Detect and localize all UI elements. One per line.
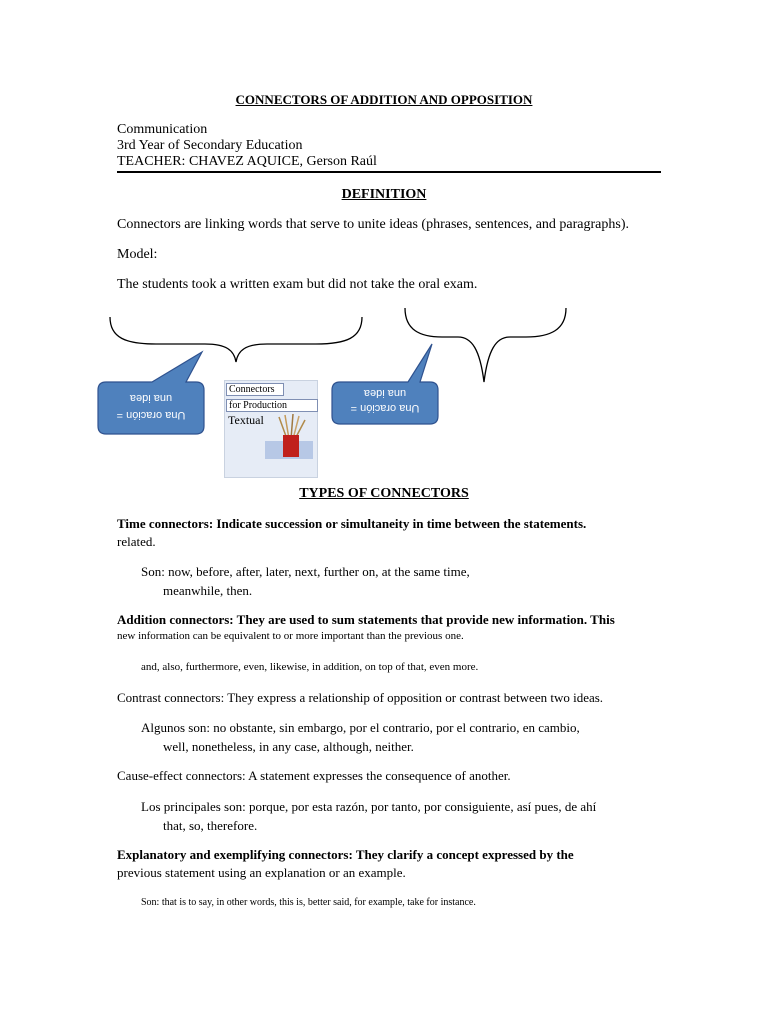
cause-connectors-bullet (141, 799, 596, 815)
time-connectors-title: Time connectors: Indicate succession or simultaneity in time between the statements. (117, 516, 587, 531)
right-callout-line1: Una oración = (350, 402, 420, 414)
addition-connectors-title-cont: new information can be equivalent to or more important than the previous one. (117, 630, 464, 642)
model-label: Model: (117, 247, 158, 262)
types-heading: TYPES OF CONNECTORS (299, 486, 469, 501)
definition-heading: DEFINITION (341, 187, 427, 202)
contrast-connectors-list-cont: well, nonetheless, in any case, although, neither. (163, 739, 414, 754)
right-callout-line2: una idea (363, 387, 407, 399)
contrast-connectors-bullet (141, 720, 580, 736)
right-brace (405, 308, 566, 382)
cause-connectors-list-cont: that, so, therefore. (163, 818, 258, 833)
time-connectors-list-cont: meanwhile, then. (163, 583, 253, 598)
contrast-connectors-list: Algunos son: no obstante, sin embargo, por el contrario, por el contrario, en cambio, (141, 720, 580, 735)
explanatory-connectors-list: Son: that is to say, in other words, this is, better said, for example, take for instance. (141, 897, 476, 908)
grade-line: 3rd Year of Secondary Education (117, 138, 303, 153)
cause-connectors-list: Los principales son: porque, por esta razón, por tanto, por consiguiente, así pues, de ahí (141, 799, 597, 814)
teacher-line: TEACHER: CHAVEZ AQUICE, Gerson Raúl (117, 154, 377, 169)
thumbnail-label-connectors: Connectors (226, 383, 284, 396)
time-connectors-list: Son: now, before, after, later, next, further on, at the same time, (141, 564, 470, 579)
addition-connectors-list: and, also, furthermore, even, likewise, in addition, on top of that, even more. (141, 661, 479, 673)
definition-text: Connectors are linking words that serve to unite ideas (phrases, sentences, and paragraphs). (117, 217, 630, 232)
explanatory-connectors-title-cont: previous statement using an explanation or an example. (117, 865, 406, 880)
cause-connectors-title: Cause-effect connectors: A statement expresses the consequence of another. (117, 768, 511, 783)
addition-connectors-bullet (141, 661, 478, 673)
left-callout-line2: una idea (129, 392, 173, 404)
contrast-connectors-title: Contrast connectors: They express a relationship of opposition or contrast between two ideas. (117, 690, 604, 705)
left-callout-line1: Una oración = (116, 409, 186, 421)
header-divider (117, 171, 661, 173)
connectors-thumbnail (224, 380, 318, 478)
time-connectors-bullet (141, 564, 470, 580)
left-brace (110, 317, 362, 362)
explanatory-connectors-title: Explanatory and exemplifying connectors: They clarify a concept expressed by the (117, 847, 574, 862)
thumbnail-label-production: for Production (226, 399, 318, 412)
addition-connectors-title: Addition connectors: They are used to sum statements that provide new information. This (117, 612, 615, 627)
pencil-cup-icon (265, 413, 313, 459)
model-example: The students took a written exam but did not take the oral exam. (117, 277, 478, 292)
time-connectors-title-cont: related. (117, 534, 156, 549)
thumbnail-label-textual: Textual (228, 413, 264, 427)
document-title: CONNECTORS OF ADDITION AND OPPOSITION (235, 92, 533, 107)
explanatory-connectors-bullet (141, 897, 476, 908)
model-diagram (0, 300, 768, 485)
subject-line: Communication (117, 122, 208, 137)
